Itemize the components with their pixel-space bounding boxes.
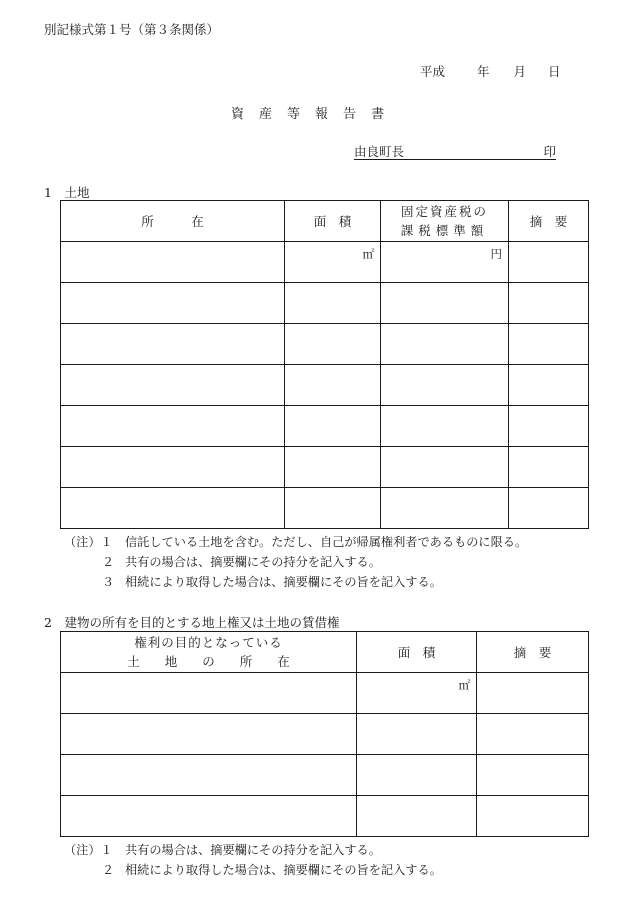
note2-1-num: （注）１ (64, 843, 113, 857)
cell-tax-base[interactable] (381, 488, 509, 529)
cell-area[interactable] (285, 406, 381, 447)
signer-line (354, 142, 556, 160)
cell-tax-base[interactable] (381, 365, 509, 406)
cell-location[interactable] (61, 406, 285, 447)
document-title: 資産等報告書 (230, 107, 399, 122)
date-era: 平成 (420, 64, 446, 79)
cell-area[interactable] (285, 447, 381, 488)
note-1-num: （注）１ (64, 535, 113, 549)
cell-tax-base[interactable]: 円 (381, 242, 509, 283)
seal-mark: 印 (543, 144, 556, 159)
cell-remarks[interactable] (477, 714, 589, 755)
cell-remarks[interactable] (477, 796, 589, 837)
land-table-row (61, 365, 589, 406)
cell-area[interactable] (285, 365, 381, 406)
note-1-text: 信託している土地を含む。ただし、自己が帰属権利者であるものに限る。 (125, 535, 528, 549)
date-year: 年 (477, 64, 490, 79)
land-table-row (61, 283, 589, 324)
leasehold-table-row (61, 755, 589, 796)
cell-location[interactable] (61, 283, 285, 324)
note-3-num: ３ (102, 575, 115, 589)
cell-location[interactable] (61, 324, 285, 365)
cell-area[interactable] (285, 283, 381, 324)
cell-remarks[interactable] (509, 488, 589, 529)
cell-area[interactable]: ㎡ (285, 242, 381, 283)
cell-remarks[interactable] (509, 242, 589, 283)
date-line (420, 62, 561, 80)
cell-location[interactable] (61, 796, 357, 837)
date-day: 日 (548, 64, 561, 79)
header-leasehold-location (61, 632, 357, 673)
cell-location[interactable] (61, 755, 357, 796)
cell-remarks[interactable] (509, 283, 589, 324)
cell-remarks[interactable] (509, 324, 589, 365)
leasehold-table-row (61, 673, 589, 714)
leasehold-table-row (61, 796, 589, 837)
section1-heading: 1 土地 (44, 185, 90, 200)
note-2-num: ２ (102, 555, 115, 569)
header-remarks: 摘 要 (509, 201, 589, 242)
cell-tax-base[interactable] (381, 283, 509, 324)
header-tax-line2: 課税標準額 (400, 223, 489, 238)
cell-tax-base[interactable] (381, 406, 509, 447)
cell-location[interactable] (61, 488, 285, 529)
date-month: 月 (513, 64, 527, 79)
cell-location[interactable] (61, 673, 357, 714)
leasehold-table (60, 631, 589, 837)
header-leasehold-remarks: 摘 要 (477, 632, 589, 673)
note2-2-text: 相続により取得した場合は、摘要欄にその旨を記入する。 (125, 863, 442, 877)
cell-area[interactable]: ㎡ (357, 673, 477, 714)
land-table (60, 200, 589, 529)
signer-name: 由良町長 (354, 144, 405, 159)
section2-heading: 2 建物の所有を目的とする地上権又は土地の賃借権 (44, 615, 340, 630)
cell-area[interactable] (357, 796, 477, 837)
cell-area[interactable] (357, 714, 477, 755)
land-table-row (61, 406, 589, 447)
cell-location[interactable] (61, 365, 285, 406)
land-table-row (61, 324, 589, 365)
note-3-text: 相続により取得した場合は、摘要欄にその旨を記入する。 (125, 575, 442, 589)
cell-area[interactable] (357, 755, 477, 796)
cell-tax-base[interactable] (381, 324, 509, 365)
form-number: 別記様式第１号（第３条関係） (44, 22, 220, 37)
header-leasehold-area: 面 積 (357, 632, 477, 673)
leasehold-table-row (61, 714, 589, 755)
header-leasehold-line1: 権利の目的となっている (134, 635, 283, 650)
cell-location[interactable] (61, 242, 285, 283)
leasehold-table-header (61, 632, 589, 673)
cell-remarks[interactable] (477, 755, 589, 796)
cell-area[interactable] (285, 324, 381, 365)
cell-remarks[interactable] (509, 365, 589, 406)
land-table-row (61, 447, 589, 488)
land-table-row (61, 242, 589, 283)
note2-2-num: ２ (102, 863, 115, 877)
header-leasehold-line2: 土 地 の 所 在 (127, 654, 290, 669)
cell-remarks[interactable] (477, 673, 589, 714)
cell-remarks[interactable] (509, 447, 589, 488)
cell-remarks[interactable] (509, 406, 589, 447)
cell-tax-base[interactable] (381, 447, 509, 488)
cell-area[interactable] (285, 488, 381, 529)
note2-1-text: 共有の場合は、摘要欄にその持分を記入する。 (125, 843, 381, 857)
land-table-row (61, 488, 589, 529)
header-location: 所 在 (61, 201, 285, 242)
header-area: 面 積 (285, 201, 381, 242)
land-table-header (61, 201, 589, 242)
cell-location[interactable] (61, 714, 357, 755)
cell-location[interactable] (61, 447, 285, 488)
header-tax-line1: 固定資産税の (400, 204, 488, 219)
header-tax-base (381, 201, 509, 242)
note-2-text: 共有の場合は、摘要欄にその持分を記入する。 (125, 555, 381, 569)
